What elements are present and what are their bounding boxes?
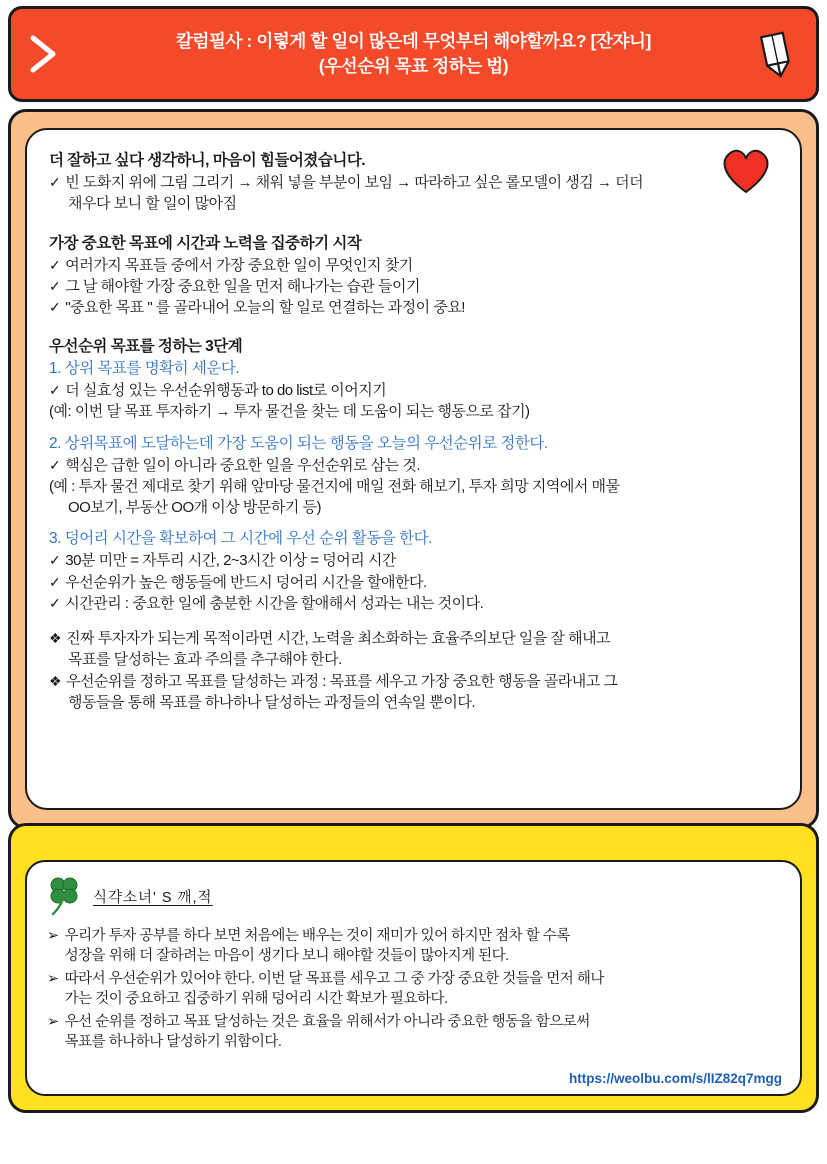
check-icon: ✓ — [49, 456, 61, 473]
note-item-line: 따라서 우선순위가 있어야 한다. 이번 달 목표를 세우고 그 중 가장 중요한 것들을 먼저 해나 — [64, 971, 604, 987]
header-title-line1: 칼럼필사 : 이렇게 할 일이 많은데 무엇부터 해야할까요? [잔쟈니] — [176, 30, 651, 51]
conclusion-continuation: 행동들을 통해 목표를 하나하나 달성하는 과정들의 연속일 뿐이다. — [68, 693, 476, 711]
note-header — [47, 876, 780, 916]
note-item — [47, 969, 780, 1009]
conclusion-text: 우선순위를 정하고 목표를 달성하는 과정 : 목표를 세우고 가장 중요한 행동을 골라내고 그 — [66, 672, 618, 690]
check-icon: ✓ — [49, 552, 61, 569]
conclusion-item — [49, 629, 778, 649]
arrow-bullet-icon: ➢ — [47, 1014, 59, 1030]
step-heading-3: 3. 덩어리 시간을 확보하여 그 시간에 우선 순위 활동을 한다. — [49, 530, 432, 548]
note-card-outer — [8, 823, 819, 1113]
conclusion-continuation: 목표를 달성하는 효과 주의를 추구해야 한다. — [68, 651, 342, 669]
bullet-item — [49, 551, 778, 571]
bullet-text: 핵심은 급한 일이 아니라 중요한 일을 우선순위로 삼는 것. — [65, 456, 421, 474]
note-card — [25, 860, 802, 1096]
note-item-line: 우리가 투자 공부를 하다 보면 처음에는 배우는 것이 재미가 있어 하지만 점차 할 수록 — [64, 928, 570, 944]
bullet-item — [49, 573, 778, 593]
note-item-text — [65, 926, 570, 966]
bullet-text: 30분 미만 = 자투리 시간, 2~3시간 이상 = 덩어리 시간 — [65, 552, 396, 570]
bullet-text: 우선순위가 높은 행동들에 반드시 덩어리 시간을 할애한다. — [65, 573, 427, 591]
step-heading-2: 2. 상위목표에 도달하는데 가장 도움이 되는 행동을 오늘의 우선순위로 정한다. — [49, 434, 548, 452]
check-icon: ✓ — [49, 382, 61, 399]
content-card-outer — [8, 109, 819, 829]
section-heading-1: 더 잘하고 싶다 생각하니, 마음이 힘들어졌습니다. — [49, 152, 366, 169]
note-item-text — [65, 969, 604, 1009]
step-heading-1: 1. 상위 목표를 명확히 세운다. — [49, 360, 240, 378]
diamond-bullet-icon: ❖ — [49, 672, 62, 689]
chevron-right-icon[interactable] — [27, 32, 61, 76]
bullet-text: 더 실효성 있는 우선순위행동과 to do list로 이어지기 — [65, 382, 387, 400]
note-item-line: 우선 순위를 정하고 목표 달성하는 것은 효율을 위해서가 아니라 중요한 행동을 함으로써 — [64, 1014, 590, 1030]
bullet-item — [49, 256, 778, 276]
example-text: (예 : 투자 물건 제대로 찾기 위해 앞마당 물건지에 매일 전화 해보기, 투자 희망 지역에서 매물 — [49, 477, 620, 495]
bullet-item — [49, 173, 778, 193]
check-icon: ✓ — [49, 277, 61, 294]
pencil-icon[interactable] — [756, 29, 802, 79]
note-item-line: 성장을 위해 더 잘하려는 마음이 생기다 보니 해야할 것들이 많아지게 된다. — [64, 948, 509, 964]
check-icon: ✓ — [49, 299, 61, 315]
bullet-text: 그 날 해야할 가장 중요한 일을 먼저 해나가는 습관 들이기 — [65, 277, 421, 295]
arrow-bullet-icon: ➢ — [47, 971, 59, 987]
section-heading-3: 우선순위 목표를 정하는 3단계 — [49, 338, 243, 356]
arrow-bullet-icon: ➢ — [47, 928, 59, 944]
bullet-item — [49, 277, 778, 297]
section-heading-2: 가장 중요한 목표에 시간과 노력을 집중하기 시작 — [49, 234, 362, 252]
bullet-item — [49, 594, 778, 614]
bullet-text: "중요한 목표 " 를 골라내어 오늘의 할 일로 연결하는 과정이 중요! — [65, 299, 465, 316]
check-icon: ✓ — [49, 573, 61, 590]
bullet-item — [49, 381, 778, 401]
bullet-item — [49, 456, 778, 476]
header-banner — [8, 6, 819, 102]
conclusion-text: 진짜 투자자가 되는게 목적이라면 시간, 노력을 최소화하는 효율주의보단 일을 잘 해내고 — [66, 630, 611, 648]
example-text: (예: 이번 달 목표 투자하기 → 투자 물건을 찾는 데 도움이 되는 행동으로 잡기) — [49, 403, 530, 421]
clover-icon — [47, 876, 81, 916]
check-icon: ✓ — [49, 174, 61, 190]
note-item — [47, 1012, 780, 1052]
bullet-item — [49, 298, 778, 318]
bullet-continuation: 채우다 보니 할 일이 많아짐 — [68, 195, 237, 213]
example-text-continuation: OO보기, 부동산 OO개 이상 방문하기 등) — [68, 499, 322, 517]
content-card — [25, 128, 802, 810]
check-icon: ✓ — [49, 256, 61, 273]
conclusion-item — [49, 672, 778, 692]
note-item-text — [65, 1012, 590, 1052]
check-icon: ✓ — [49, 594, 61, 611]
note-title: 식갹소녀' S 깨,적 — [93, 889, 213, 906]
page-title — [106, 29, 721, 80]
bullet-text: 여러가지 목표들 중에서 가장 중요한 일이 무엇인지 찾기 — [65, 256, 413, 274]
bullet-text: 빈 도화지 위에 그림 그리기 → 채워 넣을 부분이 보임 → 따라하고 싶은 롤모델이 생김 → 더더 — [65, 174, 644, 191]
heart-icon[interactable] — [718, 144, 774, 196]
note-item-line: 가는 것이 중요하고 집중하기 위해 덩어리 시간 확보가 필요하다. — [64, 991, 448, 1007]
header-title-line2: (우선순위 목표 정하는 법) — [318, 56, 509, 76]
source-link[interactable]: https://weolbu.com/s/lIZ82q7mgg — [568, 1071, 782, 1086]
note-item — [47, 926, 780, 966]
diamond-bullet-icon: ❖ — [49, 630, 62, 647]
note-item-line: 목표를 하나하나 달성하기 위함이다. — [64, 1034, 282, 1050]
bullet-text: 시간관리 : 중요한 일에 충분한 시간을 할애해서 성과는 내는 것이다. — [65, 594, 484, 612]
